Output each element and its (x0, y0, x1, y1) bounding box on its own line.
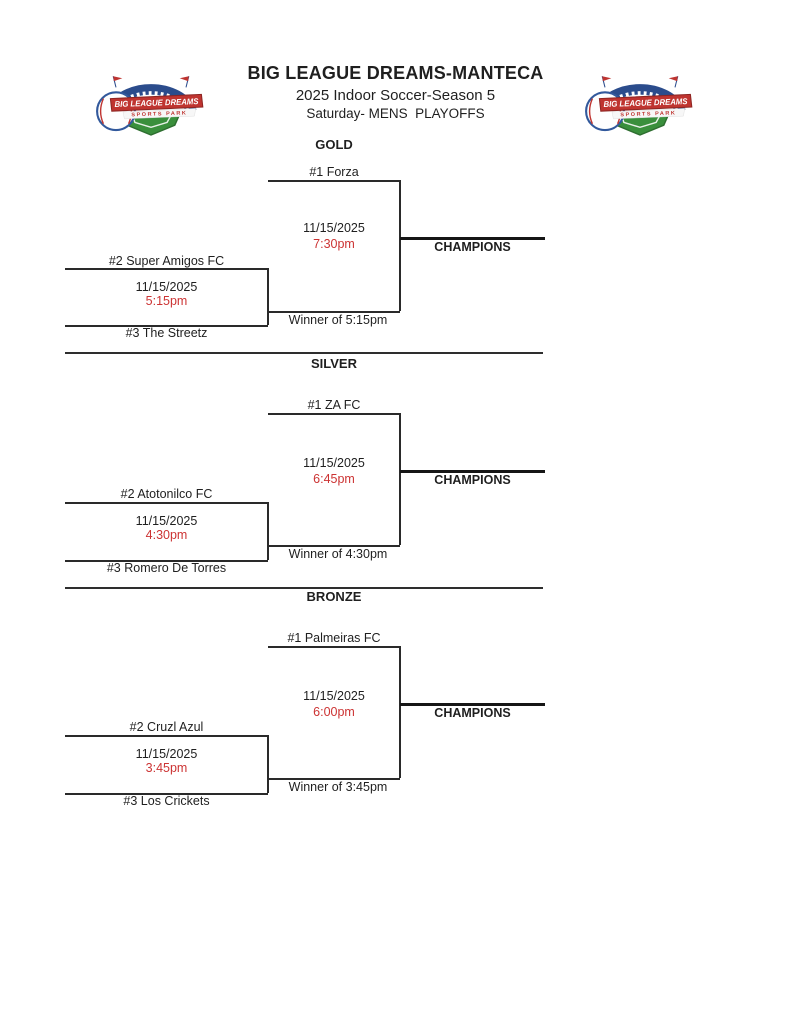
page-title: BIG LEAGUE DREAMS-MANTECA (247, 63, 544, 83)
final-time: 6:45pm (313, 472, 355, 486)
logo-subtext: SPORTS PARK (131, 110, 185, 119)
seed1-team: #1 ZA FC (307, 398, 361, 412)
seed3-team: #3 The Streetz (125, 326, 208, 340)
winner-of-label: Winner of 3:45pm (288, 780, 388, 794)
seed1-line (268, 413, 400, 415)
semifinal-top-line (65, 502, 268, 504)
champions-label: CHAMPIONS (434, 240, 511, 254)
seed3-team: #3 Romero De Torres (106, 561, 227, 575)
seed1-line (268, 646, 400, 648)
final-date: 11/15/2025 (303, 456, 365, 470)
final-time: 6:00pm (313, 705, 355, 719)
section-title-bronze: BRONZE (306, 589, 362, 604)
final-date: 11/15/2025 (303, 689, 365, 703)
seed2-team: #2 Super Amigos FC (108, 254, 225, 268)
logo-banner-text: BIG LEAGUE DREAMS (114, 95, 206, 110)
seed1-team: #1 Forza (309, 165, 359, 179)
semifinal-time: 3:45pm (145, 761, 188, 775)
winner-of-label: Winner of 5:15pm (288, 313, 388, 327)
seed3-team: #3 Los Crickets (123, 794, 210, 808)
final-time: 7:30pm (313, 237, 355, 251)
bracket-bronze (65, 589, 545, 814)
section-divider (65, 352, 543, 354)
semifinal-time: 4:30pm (145, 528, 188, 542)
semifinal-date: 11/15/2025 (135, 747, 198, 761)
semifinal-date: 11/15/2025 (135, 280, 198, 294)
champions-label: CHAMPIONS (434, 473, 511, 487)
seed2-team: #2 Cruzl Azul (129, 720, 204, 734)
semifinal-top-line (65, 735, 268, 737)
bracket-silver (65, 356, 545, 581)
semifinal-time: 5:15pm (145, 294, 188, 308)
logo-banner-text: BIG LEAGUE DREAMS (603, 95, 695, 110)
section-title-gold: GOLD (315, 137, 353, 152)
division-subheading: Saturday- MENS PLAYOFFS (306, 106, 485, 121)
semifinal-top-line (65, 268, 268, 270)
champions-label: CHAMPIONS (434, 706, 511, 720)
logo-subtext: SPORTS PARK (620, 110, 674, 119)
season-subtitle: 2025 Indoor Soccer-Season 5 (295, 87, 496, 104)
section-title-silver: SILVER (311, 356, 357, 371)
seed1-line (268, 180, 400, 182)
winner-of-label: Winner of 4:30pm (288, 547, 388, 561)
final-date: 11/15/2025 (303, 221, 365, 235)
seed1-team: #1 Palmeiras FC (287, 631, 381, 645)
semifinal-date: 11/15/2025 (135, 514, 198, 528)
bracket-gold (65, 137, 545, 362)
seed2-team: #2 Atotonilco FC (120, 487, 213, 501)
